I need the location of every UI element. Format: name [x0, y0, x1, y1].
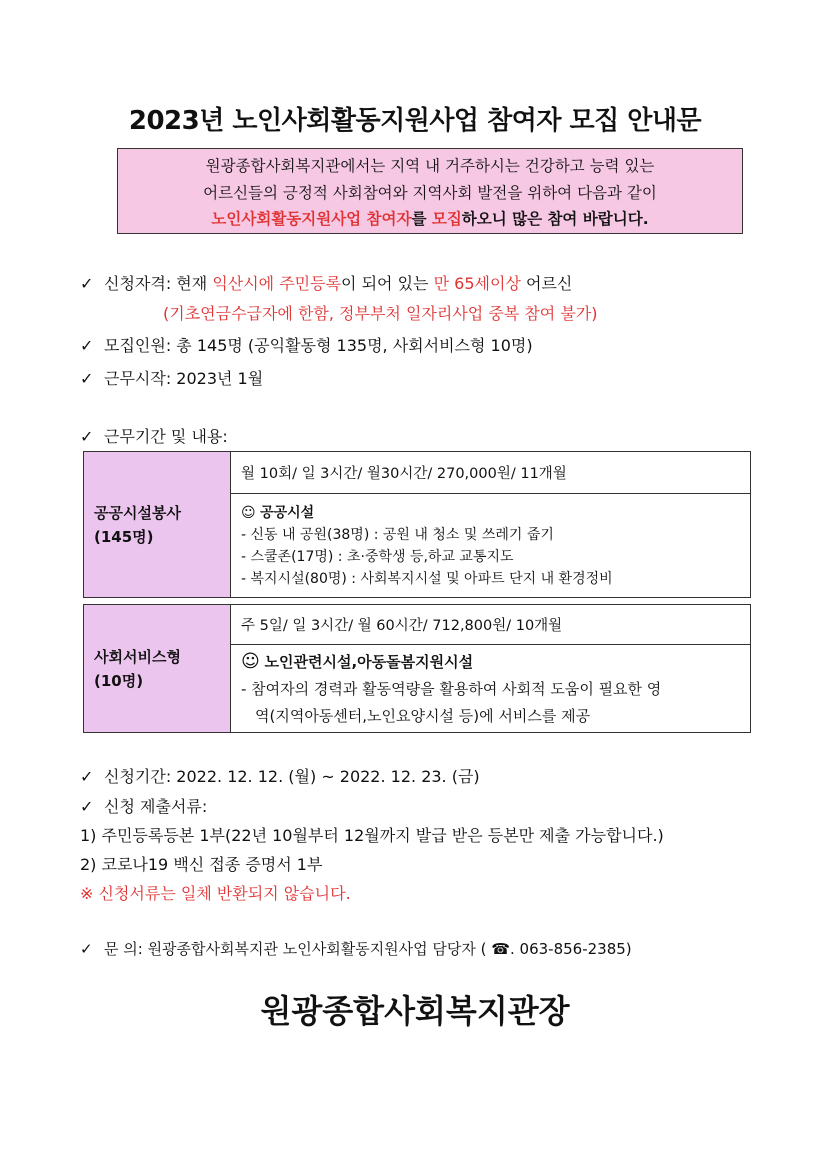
check-icon: ✓ [80, 336, 94, 355]
check-icon: ✓ [80, 940, 93, 958]
work-header-line [80, 424, 228, 447]
page-title: 2023년 노인사회활동지원사업 참여자 모집 안내문 [128, 106, 702, 136]
category-cell [84, 605, 231, 733]
notice-highlight-program: 노인사회활동지원사업 참여자 [211, 210, 412, 228]
smile-icon: ☺ [241, 504, 256, 521]
category-name: 사회서비스형 [94, 647, 181, 666]
recruit-text: 모집인원: 총 145명 (공익활동형 135명, 사회서비스형 10명) [104, 336, 533, 355]
qualification-text: 이 되어 있는 [341, 274, 434, 293]
phone-icon: ☎ [491, 940, 510, 958]
check-icon: ✓ [80, 274, 94, 293]
check-icon: ✓ [80, 797, 94, 816]
qualification-note: (기초연금수급자에 한함, 정부부처 일자리사업 중복 참여 불가) [163, 304, 598, 323]
detail-line: - 참여자의 경력과 활동역량을 활용하여 사회적 도움이 필요한 영 [241, 679, 662, 698]
public-facility-table [83, 451, 751, 598]
start-line [80, 366, 263, 389]
contact-line [80, 938, 632, 959]
notice-line-2: 어르신들의 긍정적 사회참여와 지역사회 발전을 위하여 다음과 같이 [203, 183, 657, 202]
qualification-age: 만 65세이상 [433, 274, 521, 293]
recruit-line [80, 333, 533, 356]
notice-line-3 [118, 206, 742, 233]
notice-text: 를 [411, 210, 432, 228]
schedule-cell: 주 5일/ 일 3시간/ 월 60시간/ 712,800원/ 10개월 [231, 605, 751, 645]
period-line [80, 764, 480, 787]
category-count: (10명) [94, 671, 144, 690]
notice-box [117, 148, 743, 234]
check-icon: ✓ [80, 767, 94, 786]
docs-header-text: 신청 제출서류: [104, 797, 208, 816]
contact-text: 문 의: 원광종합사회복지관 노인사회활동지원사업 담당자 ( [104, 940, 487, 958]
notice-highlight-recruit: 모집 [431, 210, 462, 228]
detail-item: - 복지시설(80명) : 사회복지시설 및 아파트 단지 내 환경정비 [241, 570, 613, 587]
work-header-text: 근무기간 및 내용: [104, 427, 228, 446]
docs-header-line [80, 794, 207, 817]
detail-heading: 노인관련시설,아동돌봄지원시설 [264, 652, 474, 671]
period-text: 신청기간: 2022. 12. 12. (월) ~ 2022. 12. 23. (금) [104, 767, 480, 786]
category-count: (145명) [94, 527, 154, 546]
detail-item: - 스쿨존(17명) : 초·중학생 등,하교 교통지도 [241, 548, 514, 565]
notice-text: 하오니 많은 참여 바랍니다. [461, 210, 649, 228]
detail-line: 역(지역아동센터,노인요양시설 등)에 서비스를 제공 [255, 706, 591, 725]
contact-phone: . 063-856-2385) [509, 940, 632, 958]
check-icon: ✓ [80, 369, 94, 388]
category-name: 공공시설봉사 [94, 503, 181, 522]
social-service-table [83, 604, 751, 733]
detail-cell [231, 645, 751, 733]
qualification-text: 어르신 [520, 274, 573, 293]
qualification-residency: 익산시에 주민등록 [212, 274, 342, 293]
schedule-cell: 월 10회/ 일 3시간/ 월30시간/ 270,000원/ 11개월 [231, 452, 751, 494]
smile-icon: ☺ [241, 650, 260, 672]
footer-signature: 원광종합사회복지관장 [260, 992, 570, 1030]
category-cell [84, 452, 231, 598]
notice-line-1: 원광종합사회복지관에서는 지역 내 거주하시는 건강하고 능력 있는 [205, 157, 655, 175]
start-text: 근무시작: 2023년 1월 [104, 369, 264, 388]
warning-text: ※ 신청서류는 일체 반환되지 않습니다. [80, 884, 351, 903]
detail-cell [231, 494, 751, 598]
doc-item: 2) 코로나19 백신 접종 증명서 1부 [80, 855, 323, 874]
doc-item: 1) 주민등록등본 1부(22년 10월부터 12월까지 발급 받은 등본만 제출 가능합니다.) [80, 826, 664, 845]
detail-item: - 신동 내 공원(38명) : 공원 내 청소 및 쓰레기 줍기 [241, 526, 554, 543]
check-icon: ✓ [80, 427, 94, 446]
qualification-line [80, 271, 572, 294]
detail-heading: 공공시설 [260, 504, 315, 521]
qualification-label: 신청자격: 현재 [104, 274, 213, 293]
